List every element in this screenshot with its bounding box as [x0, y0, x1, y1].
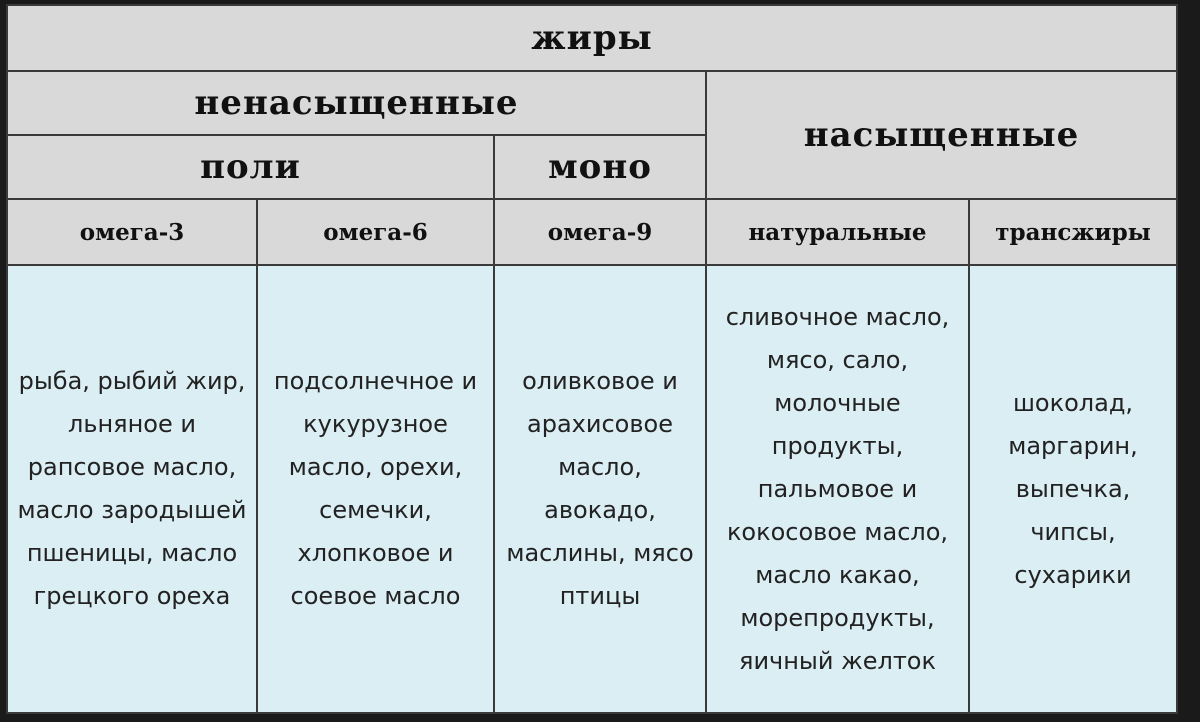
unsaturated-header: ненасыщенные	[7, 71, 706, 135]
poly-header: поли	[7, 135, 494, 199]
column-header-trans-fats: трансжиры	[969, 199, 1177, 265]
saturated-header: насыщенные	[706, 71, 1177, 199]
column-header-omega-6: омега-6	[257, 199, 494, 265]
omega-9-sources: оливковое и арахисовое масло, авокадо, маслины, мясо птицы	[494, 265, 706, 713]
omega-3-sources: рыба, рыбий жир, льняное и рапсовое масло, масло зародышей пшеницы, масло грецкого ореха	[7, 265, 257, 713]
fats-classification-table	[6, 4, 1178, 714]
table-title: жиры	[7, 5, 1177, 71]
mono-header: моно	[494, 135, 706, 199]
column-header-omega-3: омега-3	[7, 199, 257, 265]
natural-saturated-sources: сливочное масло, мясо, сало, молочные продукты, пальмовое и кокосовое масло, масло какао, морепродукты, яичный желток	[706, 265, 969, 713]
column-header-natural: натуральные	[706, 199, 969, 265]
omega-6-sources: подсолнечное и кукурузное масло, орехи, семечки, хлопковое и соевое масло	[257, 265, 494, 713]
fats-table-frame	[6, 4, 1176, 714]
column-header-omega-9: омега-9	[494, 199, 706, 265]
trans-fat-sources: шоколад, маргарин, выпечка, чипсы, сухарики	[969, 265, 1177, 713]
